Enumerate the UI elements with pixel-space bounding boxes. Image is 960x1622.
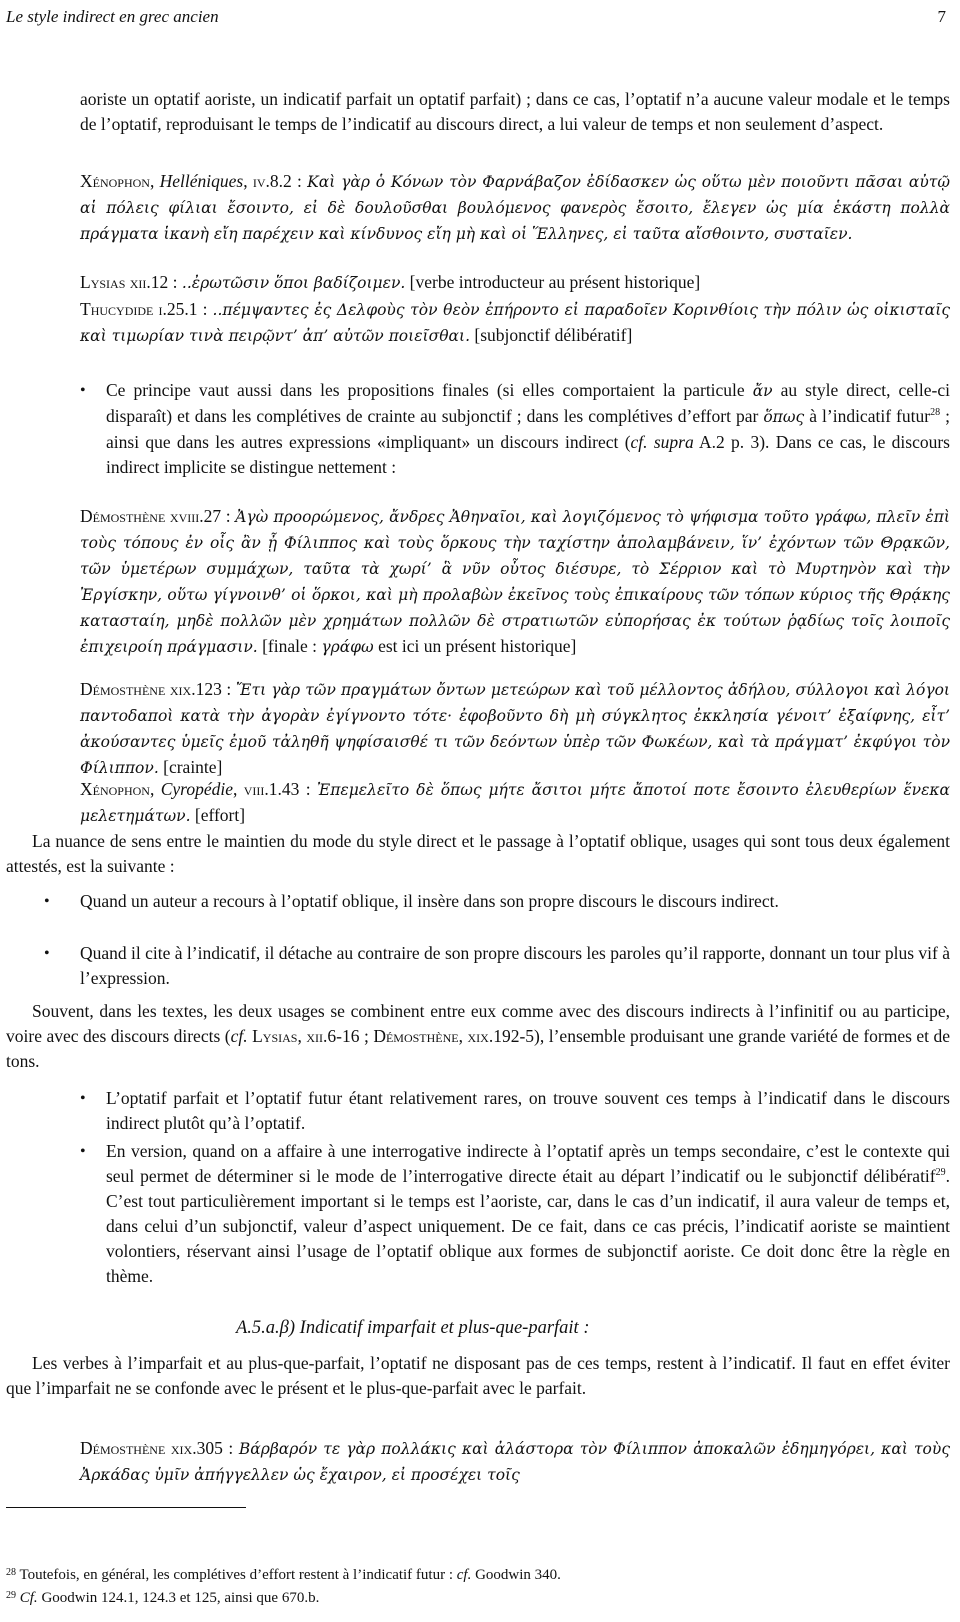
quote-author: Thucydide [80, 299, 154, 319]
greek-text: Ἀγὼ προορώμενος, ἄνδρες Ἀθηναῖοι, καὶ λογιζόμενος τὸ ψήφισμα τοῦτο γράφω, πλεῖν ἐπὶ τοὺς τόπους ἐν οἷς ἂν ᾖ Φίλιππος καὶ τοὺς ὅρκους τὴν ταχίστην ἀπολαμβάνειν, ἵν’ ἐχόντων τῶν Θρᾳκῶν, τῶν ὑμετέρων συμμάχων, ταῦτα τὰ χωρί’ ἃ νῦν οὗτος διέσυρε, τὸ Σέρριον καὶ τὸ Μυρτηνὸν καὶ τὴν Ἐργίσκην, οὕτω γίγνοινθ’ οἱ ὅρκοι, καὶ μὴ προλαβὼν ἐκεῖνος τοὺς ἐπικαίρους τῶν τόπων κύριος τῆς Θρᾴκης κατασταίη, μηδὲ πολλῶν μὲν χρημάτων πολλῶν δὲ στρατιωτῶν εὐπορήσας ἐκ τούτων ῥᾳδίως τοῖς λοιποῖς ἐπιχειροίη πράγμασιν. [80, 508, 951, 656]
bullet-indicatif: Quand il cite à l’indicatif, il détache au contraire de son propre discours les paroles qu’il rapporte, donnant un tour plus vif à l’expression. [80, 943, 950, 988]
footnote-29: $^{29}$ Cf. Goodwin 124.1, 124.3 et 125, ainsi que 670.b. [6, 1590, 320, 1606]
bullet-icon: • [80, 1090, 86, 1107]
bullet-icon: • [80, 382, 86, 399]
bullet-rare-tenses: L’optatif parfait et l’optatif futur étant relativement rares, on trouve souvent ces temps à l’indicatif dans le discours indirect plutôt qu’à l’optatif. [106, 1088, 950, 1133]
quote-demosthene-xix [80, 677, 950, 781]
greek-text: Καὶ γὰρ ὁ Κόνων τὸν Φαρνάβαζον ἐδίδασκεν ὡς οὕτω μὲν ποιοῦντι πᾶσαι αὐτῷ αἱ πόλεις φίλιαι ἔσοιντο, εἰ δὲ δουλοῦσθαι βουλόμενος φανερὸς ἔσοιτο, ἔλεγεν ὡς μία ἑκάστη πολλὰ πράγματα ἱκανὴ εἴη παρέχειν καὶ κίνδυνος εἴη μὴ καὶ οἱ Ἕλληνες, εἰ ταῦτα αἴσθοιντο, συσταῖεν. [80, 173, 951, 243]
bullet-oblique: Quand un auteur a recours à l’optatif oblique, il insère dans son propre discours le discours indirect. [80, 891, 779, 911]
quote-demosthene-xviii: Démosthène xviii.27 : Ἀγὼ προορώμενος, ἄνδρες Ἀθηναῖοι, καὶ λογιζόμενος τὸ ψήφισμα τοῦτο γράφω, πλεῖν ἐπὶ τοὺς τόπους ἐν οἷς ἂν ᾖ Φίλιππος καὶ τοὺς ὅρκους τὴν ταχίστην ἀπολαμβάνειν, ἵν’ ἐχόντων τῶν Θρᾳκῶν, τῶν ὑμετέρων συμμάχων, ταῦτα τὰ χωρί’ ἃ νῦν οὗτος διέσυρε, τὸ Σέρριον καὶ τὸ Μυρτηνὸν καὶ τὴν Ἐργίσκην, οὕτω γίγνοινθ’ οἱ ὅρκοι, καὶ μὴ προλαβὼν ἐκεῖνος τοὺς ἐπικαίρους τῶν τόπων κύριος τῆς Θρᾴκης κατασταίη, μηδὲ πολλῶν μὲν χρημάτων πολλῶν δὲ στρατιωτῶν εὐπορήσας ἐκ τούτων ῥᾳδίως τοῖς λοιποῖς ἐπιχειροίη πράγμασιν. [finale : γράφω est ici un présent historique] [80, 506, 951, 656]
bullet-icon: • [80, 1143, 86, 1160]
footnote-divider [6, 1507, 246, 1508]
bullet-icon: • [44, 945, 50, 962]
running-title: Le style indirect en grec ancien [6, 7, 219, 26]
quote-author: Démosthène [80, 679, 166, 699]
paragraph-1: aoriste un optatif aoriste, un indicatif parfait un optatif parfait) ; dans ce cas, l’optatif n’a aucune valeur modale et le temps de l’optatif, reproduisant le temps de l’indicatif au discours direct, a lui valeur de temps et non seulement d’aspect. [80, 89, 950, 134]
quote-lysias [80, 270, 950, 296]
quote-note: [crainte] [163, 757, 223, 777]
quote-work: Cyropédie [160, 779, 233, 799]
quote-author: Xénophon [80, 779, 150, 799]
quote-xenophon-hell: Xénophon, Helléniques, iv.8.2 : Καὶ γὰρ ὁ Κόνων τὸν Φαρνάβαζον ἐδίδασκεν ὡς οὕτω μὲν ποιοῦντι πᾶσαι αὐτῷ αἱ πόλεις φίλιαι ἔσοιντο, εἰ δὲ δουλοῦσθαι βουλόμενος φανερὸς ἔσοιτο, ἔλεγεν ὡς μία ἑκάστη πολλὰ πράγματα ἱκανὴ εἴη παρέχειν καὶ κίνδυνος εἴη μὴ καὶ οἱ Ἕλληνες, εἰ ταῦτα αἴσθοιντο, συσταῖεν. [80, 171, 951, 243]
greek-text: ..ἐρωτῶσιν ὅποι βαδίζοιμεν. [181, 274, 406, 292]
footnote-ref: 28 [930, 407, 941, 419]
quote-note: [effort] [194, 805, 246, 825]
greek-text: Ἐπεμελεῖτο δὲ ὅπως μήτε ἄσιτοι μήτε ἄποτοί ποτε ἔσοιντο ἐλευθερίων ἕνεκα μελετημάτων. [80, 781, 951, 825]
greek-text: ..πέμψαντες ἐς Δελφοὺς τὸν θεὸν ἐπήροντο εἰ παραδοῖεν Κορινθίοις τὴν πόλιν ὡς οἰκισταῖς καὶ τιμωρίαν τινὰ πειρῷντ’ ἀπ’ αὐτῶν ποιεῖσθαι. [80, 301, 951, 345]
quote-author: Démosthène [80, 506, 166, 526]
quote-xenophon-cyr: Xénophon, Cyropédie, viii.1.43 : Ἐπεμελεῖτο δὲ ὅπως μήτε ἄσιτοι μήτε ἄποτοί ποτε ἔσοιντο ἐλευθερίων ἕνεκα μελετημάτων. [effort] [80, 779, 951, 825]
quote-demosthene-xix-305 [80, 1436, 950, 1488]
paragraph-2: La nuance de sens entre le maintien du mode du style direct et le passage à l’optatif oblique, usages qui sont tous deux également attestés, est la suivante : [6, 831, 950, 876]
quote-author: Démosthène [80, 1438, 166, 1458]
bullet-principle: Ce principe vaut aussi dans les propositions finales (si elles comportaient la particule ἄν au style direct, celle-ci disparaît) et dans les complétives de crainte au subjonctif ; dans les complétives d’effort par ὅπως à l’indicatif futur$^{28}$ ; ainsi que dans les autres expressions «impliquant» un discours indirect (cf. supra A.2 p. 3). Dans ce cas, le discours indirect implicite se distingue nettement : [106, 380, 950, 477]
quote-author: Xénophon [80, 171, 150, 191]
quote-ref: xix.305 : [170, 1438, 234, 1458]
paragraph-3: Souvent, dans les textes, les deux usages se combinent entre eux comme avec des discours indirects à l’infinitif ou au participe, voire avec des discours directs (cf. Lysias, xii.6-16 ; Démosthène, xix.192-5), l’ensemble produisant une grande variété de formes et de tons. [6, 1001, 951, 1071]
footnote-ref: 29 [935, 1167, 946, 1179]
quote-ref: xviii.27 : [169, 506, 231, 526]
bullet-icon: • [44, 893, 50, 910]
greek-text: Βάρβαρόν τε γὰρ πολλάκις καὶ ἀλάστορα τὸν Φίλιππον ἀποκαλῶν ἐδημηγόρει, καὶ τοὺς Ἀρκάδας ὑμῖν ἀπήγγελλεν ὡς ἔχαιρον, εἰ προσέχει τοῖς [80, 1440, 950, 1484]
page-number: 7 [937, 7, 946, 26]
footnote-28: $^{28}$ Toutefois, en général, les complétives d’effort restent à l’indicatif futur : cf. Goodwin 340. [6, 1567, 561, 1583]
quote-ref: viii.1.43 : [243, 779, 311, 799]
page-header [6, 4, 946, 30]
quote-work: Helléniques [159, 171, 244, 191]
quote-note: [verbe introducteur au présent historique] [409, 272, 701, 292]
quote-ref: xii.12 : [129, 272, 178, 292]
greek-text: Ἔτι γὰρ τῶν πραγμάτων ὄντων μετεώρων καὶ τοῦ μέλλοντος ἀδήλου, σύλλογοι καὶ λόγοι παντοδαποὶ κατὰ τὴν ἀγορὰν ἐγίγνοντο τότε· ἐφοβοῦντο δὴ μὴ σύγκλητος ἐκκλησία γένοιτ’ ἐξαίφνης, εἶτ’ ἀκούσαντες ὑμεῖς ἐμοῦ τἀληθῆ ψηφίσαισθέ τι τῶν δεόντων ὑπὲρ τῶν Φωκέων, καὶ τὰ πράγματ’ ἐκφύγοι τὸν Φίλιππον. [80, 681, 950, 777]
quote-ref: iv.8.2 : [252, 171, 302, 191]
quote-author: Lysias [80, 272, 126, 292]
quote-thucydide [80, 297, 950, 349]
bullet-version: En version, quand on a affaire à une interrogative indirecte à l’optatif après un temps secondaire, c’est le contexte qui seul permet de déterminer si le mode de l’interrogative directe était au départ l’indicatif ou le subjonctif délibératif$^{29}$. C’est tout particulièrement important si le temps est l’aoriste, car, dans le cas d’un indicatif, il aura valeur de temps et, dans celui d’un subjonctif, valeur d’aspect uniquement. De ce fait, dans ce cas précis, l’indicatif aoriste se maintient volontiers, réservant ainsi l’usage de l’optatif oblique aux formes de subjonctif aoriste. Ce doit donc être la règle en thème. [106, 1141, 950, 1286]
quote-ref: i.25.1 : [158, 299, 208, 319]
quote-ref: xix.123 : [169, 679, 232, 699]
quote-note: [subjonctif délibératif] [474, 325, 633, 345]
paragraph-4: Les verbes à l’imparfait et au plus-que-parfait, l’optatif ne disposant pas de ces temps, restent à l’indicatif. Il faut en effet éviter que l’imparfait ne se confonde avec le présent et le plus-que-parfait avec le parfait. [6, 1353, 950, 1398]
section-heading: A.5.a.β) Indicatif imparfait et plus-que-parfait : [236, 1318, 590, 1338]
